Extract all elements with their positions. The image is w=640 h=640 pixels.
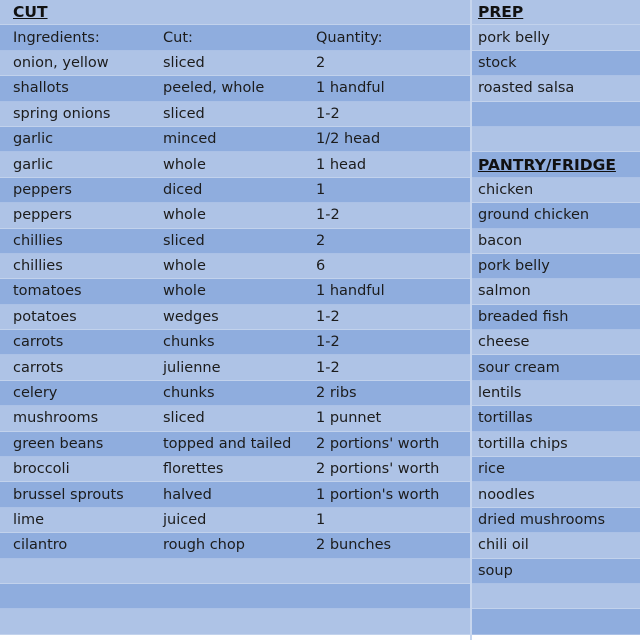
cut-cell: rough chop: [163, 537, 245, 554]
cut-cell: diced: [163, 181, 203, 198]
quantity-cell: 1: [316, 181, 326, 198]
quantity-cell: 1 handful: [316, 283, 385, 300]
empty-row: [472, 127, 640, 152]
ingredient-cell: peppers: [13, 181, 72, 198]
quantity-cell: 2 bunches: [316, 537, 392, 554]
list-item-label: sour cream: [478, 359, 560, 376]
table-row: [0, 355, 470, 380]
ingredient-cell: celery: [13, 385, 58, 402]
pantry-item: [472, 355, 640, 380]
ingredient-cell: carrots: [13, 334, 64, 351]
ingredient-cell: broccoli: [13, 461, 70, 478]
quantity-cell: 1 portion's worth: [316, 486, 440, 503]
empty-row: [472, 102, 640, 127]
cut-cell: whole: [163, 283, 206, 300]
list-item-label: pork belly: [478, 258, 550, 275]
cut-cell: whole: [163, 258, 206, 275]
ingredient-cell: green beans: [13, 435, 104, 452]
table-row: [0, 102, 470, 127]
quantity-cell: 1 head: [316, 156, 367, 173]
prep-item: [472, 76, 640, 101]
quantity-cell: 2 portions' worth: [316, 461, 440, 478]
list-item-label: tortilla chips: [478, 435, 568, 452]
list-item-label: noodles: [478, 486, 535, 503]
quantity-cell: 2: [316, 54, 326, 71]
cut-cell: sliced: [163, 54, 205, 71]
ingredient-cell: chillies: [13, 232, 63, 249]
quantity-cell: 1-2: [316, 308, 340, 325]
table-row: [0, 305, 470, 330]
ingredient-cell: cilantro: [13, 537, 68, 554]
cut-title-row: [0, 0, 470, 25]
pantry-item: [472, 305, 640, 330]
pantry-item: [472, 406, 640, 431]
table-row: [0, 203, 470, 228]
pantry-item: [472, 432, 640, 457]
empty-row: [0, 609, 470, 634]
empty-row: [472, 609, 640, 634]
pantry-item: [472, 508, 640, 533]
pantry-item: [472, 203, 640, 228]
table-row: [0, 51, 470, 76]
table-row: [0, 457, 470, 482]
list-item-label: breaded fish: [478, 308, 569, 325]
pantry-item: [472, 533, 640, 558]
empty-row: [0, 584, 470, 609]
cut-cell: peeled, whole: [163, 80, 265, 97]
list-item-label: stock: [478, 54, 517, 71]
table-row: [0, 254, 470, 279]
pantry-item: [472, 381, 640, 406]
cut-cell: minced: [163, 131, 217, 148]
ingredient-cell: garlic: [13, 131, 54, 148]
quantity-cell: 1/2 head: [316, 131, 381, 148]
table-row: [0, 330, 470, 355]
empty-row: [0, 559, 470, 584]
cut-cell: sliced: [163, 410, 205, 427]
ingredient-cell: mushrooms: [13, 410, 99, 427]
quantity-cell: 1-2: [316, 207, 340, 224]
ingredient-cell: tomatoes: [13, 283, 82, 300]
list-item-label: soup: [478, 562, 513, 579]
quantity-cell: 1-2: [316, 359, 340, 376]
list-item-label: dried mushrooms: [478, 512, 606, 528]
ingredient-cell: lime: [13, 512, 45, 528]
empty-row: [472, 584, 640, 609]
ingredient-cell: spring onions: [13, 105, 111, 122]
table-row: [0, 381, 470, 406]
table-row: [0, 127, 470, 152]
table-row: [0, 178, 470, 203]
cut-cell: julienne: [163, 359, 221, 376]
list-item-label: cheese: [478, 334, 530, 351]
column-header-quantity: Quantity:: [316, 29, 383, 46]
quantity-cell: 1: [316, 512, 326, 528]
cut-cell: topped and tailed: [163, 435, 292, 452]
cut-cell: chunks: [163, 385, 215, 402]
list-item-label: bacon: [478, 232, 523, 249]
side-lists: [472, 0, 640, 640]
list-item-label: chicken: [478, 181, 534, 198]
list-item-label: salmon: [478, 283, 531, 300]
table-row: [0, 533, 470, 558]
cut-cell: wedges: [163, 308, 219, 325]
ingredient-cell: chillies: [13, 258, 63, 275]
table-row: [0, 508, 470, 533]
cut-title: CUT: [13, 3, 48, 22]
prep-item: [472, 25, 640, 50]
list-item-label: roasted salsa: [478, 80, 575, 97]
quantity-cell: 1 punnet: [316, 410, 382, 427]
table-row: [0, 482, 470, 507]
table-row: [0, 406, 470, 431]
ingredient-cell: shallots: [13, 80, 69, 97]
table-row: [0, 229, 470, 254]
pantry-item: [472, 254, 640, 279]
pantry-title: PANTRY/FRIDGE: [478, 155, 616, 174]
quantity-cell: 2 portions' worth: [316, 435, 440, 452]
prep-item: [472, 51, 640, 76]
ingredient-cell: onion, yellow: [13, 54, 109, 71]
pantry-item: [472, 178, 640, 203]
list-item-label: pork belly: [478, 29, 550, 46]
quantity-cell: 1 handful: [316, 80, 385, 97]
ingredient-cell: potatoes: [13, 308, 77, 325]
pantry-item: [472, 229, 640, 254]
cut-cell: whole: [163, 207, 206, 224]
column-header-cut: Cut:: [163, 29, 193, 46]
quantity-cell: 6: [316, 258, 326, 275]
cut-cell: juiced: [163, 512, 207, 528]
quantity-cell: 2: [316, 232, 326, 249]
table-row: [0, 279, 470, 304]
table-row: [0, 76, 470, 101]
list-item-label: rice: [478, 461, 505, 478]
pantry-item: [472, 482, 640, 507]
ingredient-cell: garlic: [13, 156, 54, 173]
table-row: [0, 432, 470, 457]
quantity-cell: 2 ribs: [316, 385, 357, 402]
ingredient-cell: brussel sprouts: [13, 486, 124, 503]
prep-title-row: [472, 0, 640, 25]
ingredient-cell: peppers: [13, 207, 72, 224]
list-item-label: chili oil: [478, 537, 529, 554]
table-row: [0, 152, 470, 177]
cut-cell: whole: [163, 156, 206, 173]
list-item-label: tortillas: [478, 410, 533, 427]
pantry-item: [472, 457, 640, 482]
cut-cell: halved: [163, 486, 212, 503]
prep-title: PREP: [478, 3, 524, 22]
list-item-label: ground chicken: [478, 207, 590, 224]
cut-cell: chunks: [163, 334, 215, 351]
list-item-label: lentils: [478, 385, 522, 402]
pantry-item: [472, 279, 640, 304]
ingredient-cell: carrots: [13, 359, 64, 376]
quantity-cell: 1-2: [316, 334, 340, 351]
cut-cell: florettes: [163, 461, 224, 478]
pantry-item: [472, 330, 640, 355]
pantry-title-row: [472, 152, 640, 177]
pantry-item: [472, 559, 640, 584]
cut-header-row: [0, 25, 470, 50]
quantity-cell: 1-2: [316, 105, 340, 122]
column-header-ingredients: Ingredients:: [13, 29, 100, 46]
cut-cell: sliced: [163, 105, 205, 122]
cut-cell: sliced: [163, 232, 205, 249]
